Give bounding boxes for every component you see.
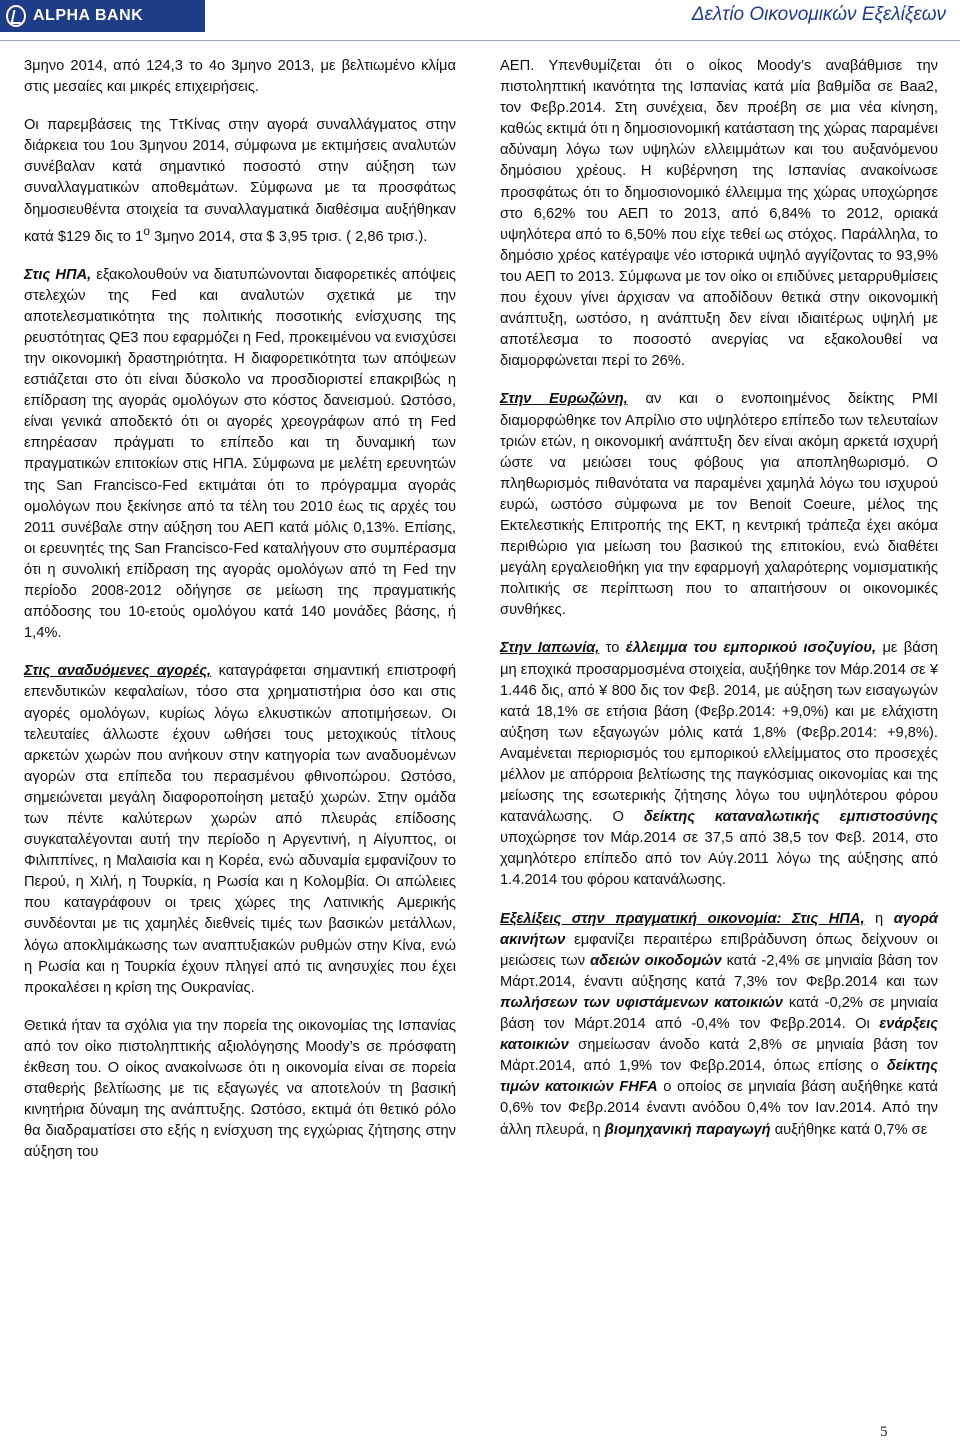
alpha-bank-logo-icon [6,5,26,27]
text-span: υποχώρησε τον Μάρ.2014 σε 37,5 από 38,5 τον Φεβ. 2014, στο χαμηλότερο επίπεδο από τον Αύγ.2011 λόγω της αύξησης από 1.4.2014 του φόρου κατανάλωσης. [500,830,938,889]
section-lead: Στην Ευρωζώνη, [500,391,628,408]
paragraph-continuation: 3μηνο 2014, από 124,3 το 4ο 3μηνο 2013, με βελτιωμένο κλίμα στις μεσαίες και μικρές επιχειρήσεις. [24,58,456,96]
emphasis: δείκτης τιμών κατοικιών FHFA [500,1058,938,1096]
section-lead: Στις ΗΠΑ, [24,266,92,283]
text-span: με βάση μη εποχικά προσαρμοσμένα στοιχεία, αυξήθηκε τον Μάρ.2014 σε ¥ 1.446 δις, από ¥ 800 δις τον Φεβ. 2014, με αύξηση των εισαγωγών κατά 18,1% σε ετήσια βάση (Φεβρ.2014: +9,0%) και με ελάχιστη αύξηση των εξαγωγών μόλις κατά 1,8% (Φεβρ.2014: +9,8%). Αναμένεται περιορισμός του εμπορικού ελλείμματος στο προσεχές μέλλον με απόρροια βελτίωσης της παγκόσμιας οικονομίας και της μείωσης της εσωτερικής ζήτησης λόγω του υψηλότερου φόρου κατανάλωσης. Ο [500,640,938,826]
text-span: ο οποίος σε μηνιαία βάση αυξήθηκε κατά 0,6% τον Φεβρ.2014 έναντι ανόδου 0,4% τον Ιαν.2014. Από την άλλη πλευρά, η [500,1079,938,1138]
emphasis: βιομηχανική παραγωγή [604,1121,771,1138]
paragraph-china-reserves [24,115,456,247]
page-number: 5 [880,1424,888,1440]
page-header [0,0,960,41]
emphasis: αγορά ακινήτων [500,910,938,948]
text-span: αυξήθηκε κατά 0,7% σε [770,1121,928,1138]
paragraph-real-economy [500,909,938,1141]
emphasis: πωλήσεων των υφιστάμενων κατοικιών [500,994,783,1011]
text-span: η [864,910,894,927]
paragraph-emerging-markets [24,661,456,999]
text-span: σημείωσαν άνοδο κατά 2,8% σε μηνιαία βάση τον Μάρτ.2014, από 1,9% τον Φεβρ.2014, όπως επίσης ο [500,1037,938,1075]
text-span: κατά -0,2% σε μηνιαία βάση τον Μάρτ.2014 από -0,4% τον Φεβρ.2014. Οι [500,994,938,1033]
paragraph-japan [500,638,938,891]
section-lead: Στις αναδυόμενες αγορές, [24,663,212,680]
paragraph-usa-fed [24,265,456,645]
superscript: ο [143,223,151,238]
section-lead: Εξελίξεις στην πραγματική οικονομία: Στις ΗΠΑ, [500,910,865,927]
right-column [500,56,938,1158]
logo-text: ALPHA BANK [33,7,144,24]
emphasis: αδειών οικοδομών [590,952,722,969]
text-span: 3μηνο 2014, στα $ 3,95 τρισ. ( 2,86 τρισ.). [150,228,428,245]
emphasis: ενάρξεις κατοικιών [500,1016,938,1054]
text-span: Οι παρεμβάσεις της ΤτΚίνας στην αγορά συναλλάγματος στην διάρκεια του 1ου 3μηνου 2014, σύμφωνα με εκτιμήσεις αναλυτών συνέβαλαν κατά σημαντικό ποσοστό στην αύξηση των συναλλαγματικών αποθεμάτων. Σύμφωνα με τα προσφάτως δημοσιευθέντα στοιχεία τα συναλλαγματικά διαθέσιμα αυξήθηκαν κατά $129 δις το 1 [24,117,456,245]
text-span: κατά -2,4% σε μηνιαία βάση τον Μάρτ.2014, έναντι αύξησης κατά 7,3% τον Φεβρ.2014 και των [500,952,939,990]
alpha-bank-logo [0,0,205,32]
text-span: εξακολουθούν να διατυπώνονται διαφορετικές απόψεις στελεχών της Fed και αναλυτών σχετικά με την αποτελεσματικότητα της πολιτικής ποσοτικής ενίσχυσης της ρευστότητας QE3 που εφαρμόζει η Fed, προκειμένου να ενισχύσει την οικονομική δραστηριότητα. Η διαφορετικότητα των απόψεων εστιάζεται στο ότι είναι δύσκολο να προσδιοριστεί επακριβώς η επίδραση της αγοράς ομολόγων στο κόστος δανεισμού. Ωστόσο, είναι γενικά αποδεκτό ότι οι αγορές χρεογράφων από τη Fed επηρέασαν πράγματι το επίπεδο και τη δυναμική των πραγματικών επιτοκίων στις ΗΠΑ. Σύμφωνα με μελέτη ερευνητών της San Francisco-Fed εκτιμάται ότι το πρόγραμμα αγοράς ομολόγων που ξεκίνησε από τα τέλη του 2010 έως τις αρχές του 2011 συνέβαλε στην αύξηση του ΑΕΠ κατά μόλις 0,13%. Επίσης, οι ερευνητές της San Francisco-Fed καταλήγουν στο συμπέρασμα ότι η συνολική επίδραση της αγοράς ομολόγων από τη Fed την περίοδο 2008-2012 οδήγησε σε μείωση της πραγματικής απόδοσης του 10-ετούς ομολόγου κατά 140 μονάδες βάσης, ή 1,4%. [24,266,457,642]
emphasis: έλλειμμα του εμπορικού ισοζυγίου, [625,640,877,657]
paragraph-eurozone [500,389,938,621]
text-span: καταγράφεται σημαντική επιστροφή επενδυτικών κεφαλαίων, τόσο στα χρηματιστήρια όσο και στις αγορές ομολόγων, κυρίως λόγω ελκυστικών αποτιμήσεων. Οι τελευταίες άλλωστε έχουν ωθήσει τους μετοχικούς τίτλους αρκετών χωρών που ανήκουν στην κατηγορία των αναδυομένων αγορών στα επίπεδα του περασμένου φθινοπώρου. Ωστόσο, σημειώνεται μεγάλη διαφοροποίηση μεταξύ χωρών. Στην ομάδα των πέντε καλύτερων χωρών από πλευράς επίδοσης συγκαταλέγονται αυτή την περίοδο η Αργεντινή, η Αίγυπτος, οι Φιλιππίνες, η Μαλαισία και η Κορέα, ενώ αδυναμία εμφανίζουν το Περού, η Χιλή, η Τουρκία, η Ρωσία και η Κολομβία. Οι απώλειες που καταγράφουν οι τρεις χώρες της Λατινικής Αμερικής συνδέονται με τις χαμηλές διεθνείς τιμές των βασικών μετάλλων, λόγω αποκλιμάκωσης των αναπτυξιακών ρυθμών στην Κίνα, ενώ η Ρωσία και η Τουρκία έχουν πληγεί από τις ανησυχίες που έχει προκαλέσει η κρίση της Ουκρανίας. [24,663,456,996]
text-span: το [599,640,626,657]
section-lead: Στην Ιαπωνία, [500,640,600,657]
text-span: εμφανίζει περαιτέρω επιβράδυνση όπως δείχνουν οι μειώσεις των [500,931,938,969]
paragraph-spain-moodys: Θετικά ήταν τα σχόλια για την πορεία της οικονομίας της Ισπανίας από τον οίκο πιστοληπτικής αξιολόγησης Moody’s σε πρόσφατη έκθεση του. Ο οίκος ανακοίνωσε ότι η οικονομία είναι σε πορεία σταθερής βελτίωσης με τις εξαγωγές να αποτελούν τη βασική κινητήρια δύναμη της ανάπτυξης. Ωστόσο, εκτιμά ότι θετικό ρόλο θα διαδραματίσει στο εξής η ενίσχυση της εγχώριας ζήτησης στην αύξηση του [24,1017,456,1161]
left-column [24,56,456,1180]
emphasis: δείκτης καταναλωτικής εμπιστοσύνης [643,809,938,826]
text-span: αν και ο ενοποιημένος δείκτης PMI διαμορφώθηκε τον Απρίλιο στο υψηλότερο επίπεδο των τελευταίων τριών ετών, η οικονομική ανάπτυξη δεν είναι ακόμη αρκετά ισχυρή ώστε να μειώσει τους φόβους για αποπληθωρισμό. Ο πληθωρισμός πιθανότατα να παραμένει χαμηλά λόγω του ισχυρού ευρώ, ωστόσο σύμφωνα με τον Benoit Coeure, μέλος της Εκτελεστικής Επιτροπής της ΕΚΤ, η κεντρική τράπεζα έχει ακόμα περιθώριο για μείωση του βασικού της επιτοκίου, ενώ διαθέτει μεγάλη εργαλειοθήκη για την εφαρμογή χαλαρότερης νομισματικής πολιτικής σε περίπτωση που το απαιτήσουν οι οικονομικές συνθήκες. [500,391,938,619]
paragraph-spain-continuation: ΑΕΠ. Υπενθυμίζεται ότι ο οίκος Moody’s αναβάθμισε την πιστοληπτική ικανότητα της Ισπανίας κατά μία βαθμίδα σε Baa2, τον Φεβρ.2014. Στη συνέχεια, δεν προέβη σε μια νέα κίνηση, καθώς εκτιμά ότι η δημοσιονομική κατάσταση της χώρας παραμένει αδύναμη λόγω των υψηλών ελλειμμάτων και του αυξανόμενου δημόσιου χρέους. Η κυβέρνηση της Ισπανίας ανακοίνωσε προσφάτως ότι το δημοσιονομικό έλλειμμα της χώρας υποχώρησε στο 6,62% του ΑΕΠ το 2013, από 6,84% το 2012, οριακά υψηλότερα από το 6,50% που είχε τεθεί ως στόχος. Παράλληλα, το δημόσιο χρέος κατέγραψε νέο ιστορικά υψηλό αγγίζοντας το 93,9% του ΑΕΠ το 2013. Σύμφωνα με τον οίκο οι επιδύνες μεταρρυθμίσεις που έχουν γίνει άρχισαν να αποδίδουν θετικά στην οικονομική ανάπτυξη, ωστόσο, η ανάπτυξη δεν είναι ιδιαιτέρως υψηλή με αποτέλεσμα το ποσοστό ανεργίας να εξακολουθεί να διαμορφώνεται περί το 26%. [500,58,938,370]
document-title: Δελτίο Οικονομικών Εξελίξεων [691,4,946,25]
